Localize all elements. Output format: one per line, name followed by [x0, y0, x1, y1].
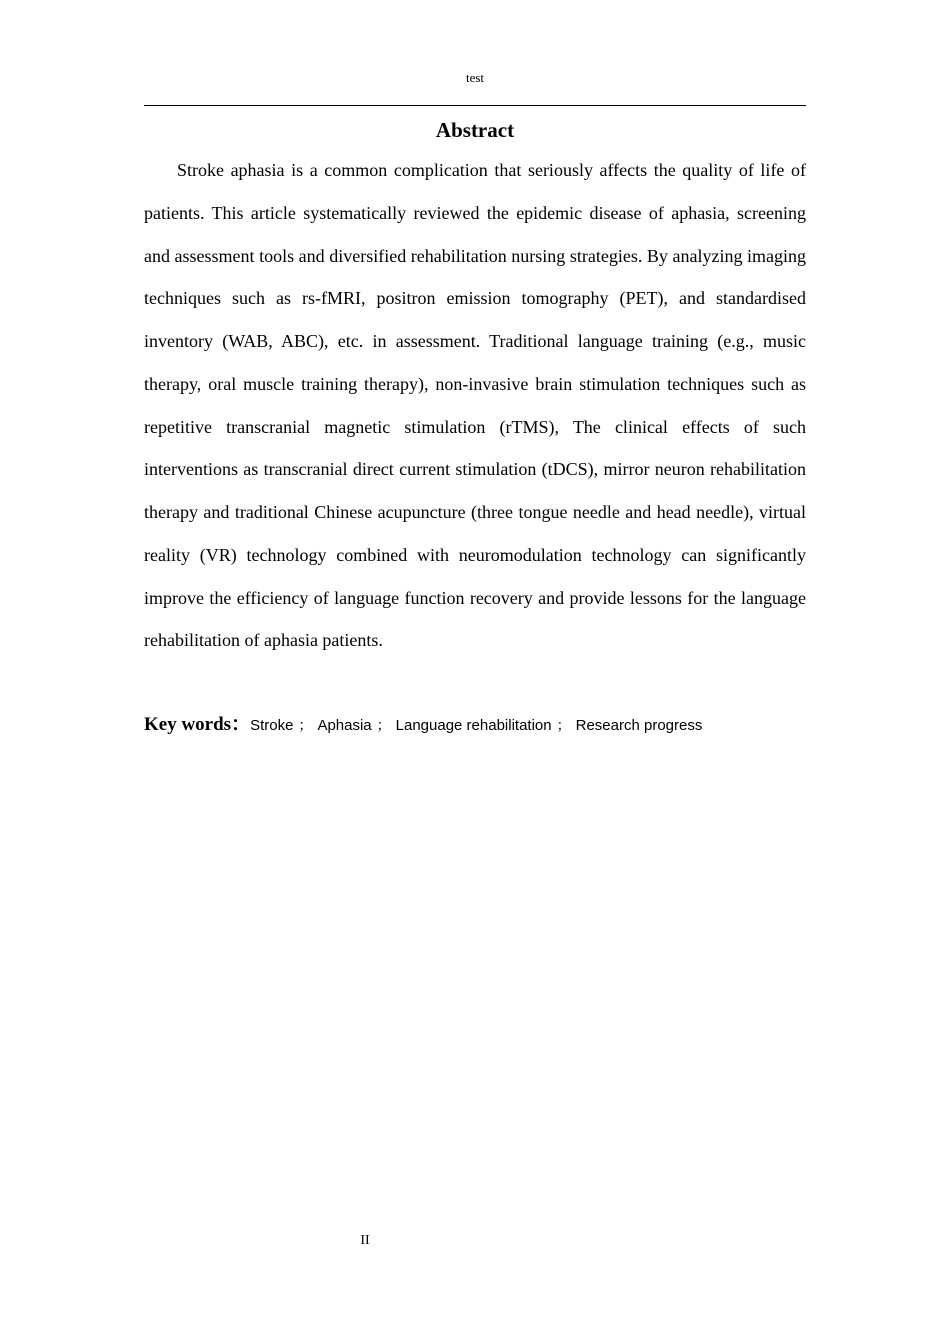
keyword-separator: ；: [556, 717, 571, 733]
keywords-label: Key words：: [144, 714, 251, 735]
keyword-item: Aphasia: [317, 717, 372, 734]
keywords-list: [250, 717, 702, 734]
keywords-line: [144, 709, 806, 741]
header-rule: [144, 105, 806, 106]
keyword-item: Language rehabilitation: [395, 717, 552, 734]
keyword-separator: ；: [376, 717, 391, 733]
page-number: II: [360, 1233, 370, 1248]
keyword-separator: ；: [298, 717, 313, 733]
keyword-item: Stroke: [250, 717, 294, 734]
abstract-title: Abstract: [435, 118, 515, 142]
keyword-item: Research progress: [575, 717, 703, 734]
running-header: test: [465, 70, 485, 85]
abstract-body: Stroke aphasia is a common complication that seriously affects the quality of life of patients. This article systematically reviewed the epidemic disease of aphasia, screening and assessment tools and diversified rehabilitation nursing strategies. By analyzing imaging techniques such as rs-fMRI, positron emission tomography (PET), and standardised inventory (WAB, ABC), etc. in assessment. Traditional language training (e.g., music therapy, oral muscle training therapy), non-invasive brain stimulation techniques such as repetitive transcranial magnetic stimulation (rTMS), The clinical effects of such interventions as transcranial direct current stimulation (tDCS), mirror neuron rehabilitation therapy and traditional Chinese acupuncture (three tongue needle and head needle), virtual reality (VR) technology combined with neuromodulation technology can significantly improve the efficiency of language function recovery and provide lessons for the language rehabilitation of aphasia patients.: [144, 160, 806, 651]
